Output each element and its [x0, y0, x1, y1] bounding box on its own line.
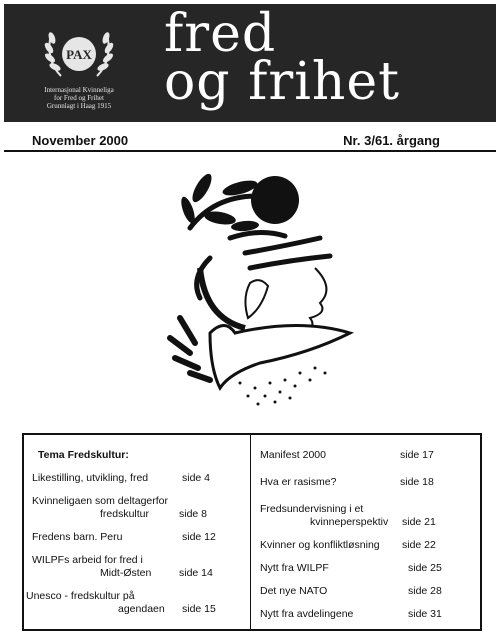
title-line-1: fred [164, 4, 277, 64]
logo-caption: Internasjonal Kvinneliga for Fred og Frihet Grunnlagt i Haag 1915 [44, 86, 114, 110]
sun-icon [251, 176, 299, 224]
toc-entry: Unesco - fredskultur på agendaen side 15 [26, 590, 216, 615]
laurel-wreath-icon [39, 16, 119, 88]
toc-entry: Fredsundervisning i et kvinneperspektiv side 21 [260, 503, 436, 528]
pax-logo [34, 16, 124, 116]
toc-column-right [260, 441, 470, 631]
toc-entry: Hva er rasisme? side 18 [260, 476, 434, 488]
toc-entry: Kvinner og konfliktløsning side 22 [260, 539, 436, 551]
title-line-2: og frihet [164, 52, 401, 112]
logo-label: PAX [66, 47, 92, 62]
issue-date: November 2000 [32, 133, 129, 148]
toc-entry: Nytt fra avdelingene side 31 [260, 608, 442, 620]
toc-page: side 28 [408, 585, 442, 597]
small-dove-icon [245, 280, 268, 318]
toc-page: side 31 [408, 608, 442, 620]
dove-icon [210, 326, 350, 389]
masthead-title [164, 4, 401, 112]
toc-page: side 22 [402, 539, 436, 551]
masthead [4, 4, 496, 122]
issue-bar [4, 130, 496, 152]
toc-entry: Fredens barn. Peru side 12 [32, 531, 216, 543]
toc-page: side 14 [179, 567, 213, 579]
toc-entry: Likestilling, utvikling, fred side 4 [32, 472, 211, 484]
toc-page: side 17 [400, 449, 434, 461]
toc-entry: WILPFs arbeid for fred i Midt-Østen side 14 [32, 554, 213, 579]
toc-page: side 25 [408, 562, 442, 574]
toc-entry: Nytt fra WILPF side 25 [260, 562, 442, 574]
table-of-contents [22, 433, 482, 631]
toc-page: side 18 [400, 476, 434, 488]
peace-dove-face-illustration [150, 168, 360, 413]
toc-page: side 15 [182, 603, 216, 615]
toc-entry: Det nye NATO side 28 [260, 585, 442, 597]
toc-page: side 21 [402, 516, 436, 528]
toc-column-left [26, 441, 242, 626]
toc-heading: Tema Fredskultur: [38, 449, 129, 461]
toc-entry: Manifest 2000 side 17 [260, 449, 434, 461]
toc-entry: Kvinneligaen som deltagerfor fredskultur side 8 [32, 495, 208, 520]
issue-number: Nr. 3/61. årgang [343, 133, 440, 148]
toc-divider [250, 435, 251, 629]
toc-page: side 8 [179, 508, 208, 520]
toc-page: side 12 [182, 531, 216, 543]
toc-page: side 4 [182, 472, 211, 484]
